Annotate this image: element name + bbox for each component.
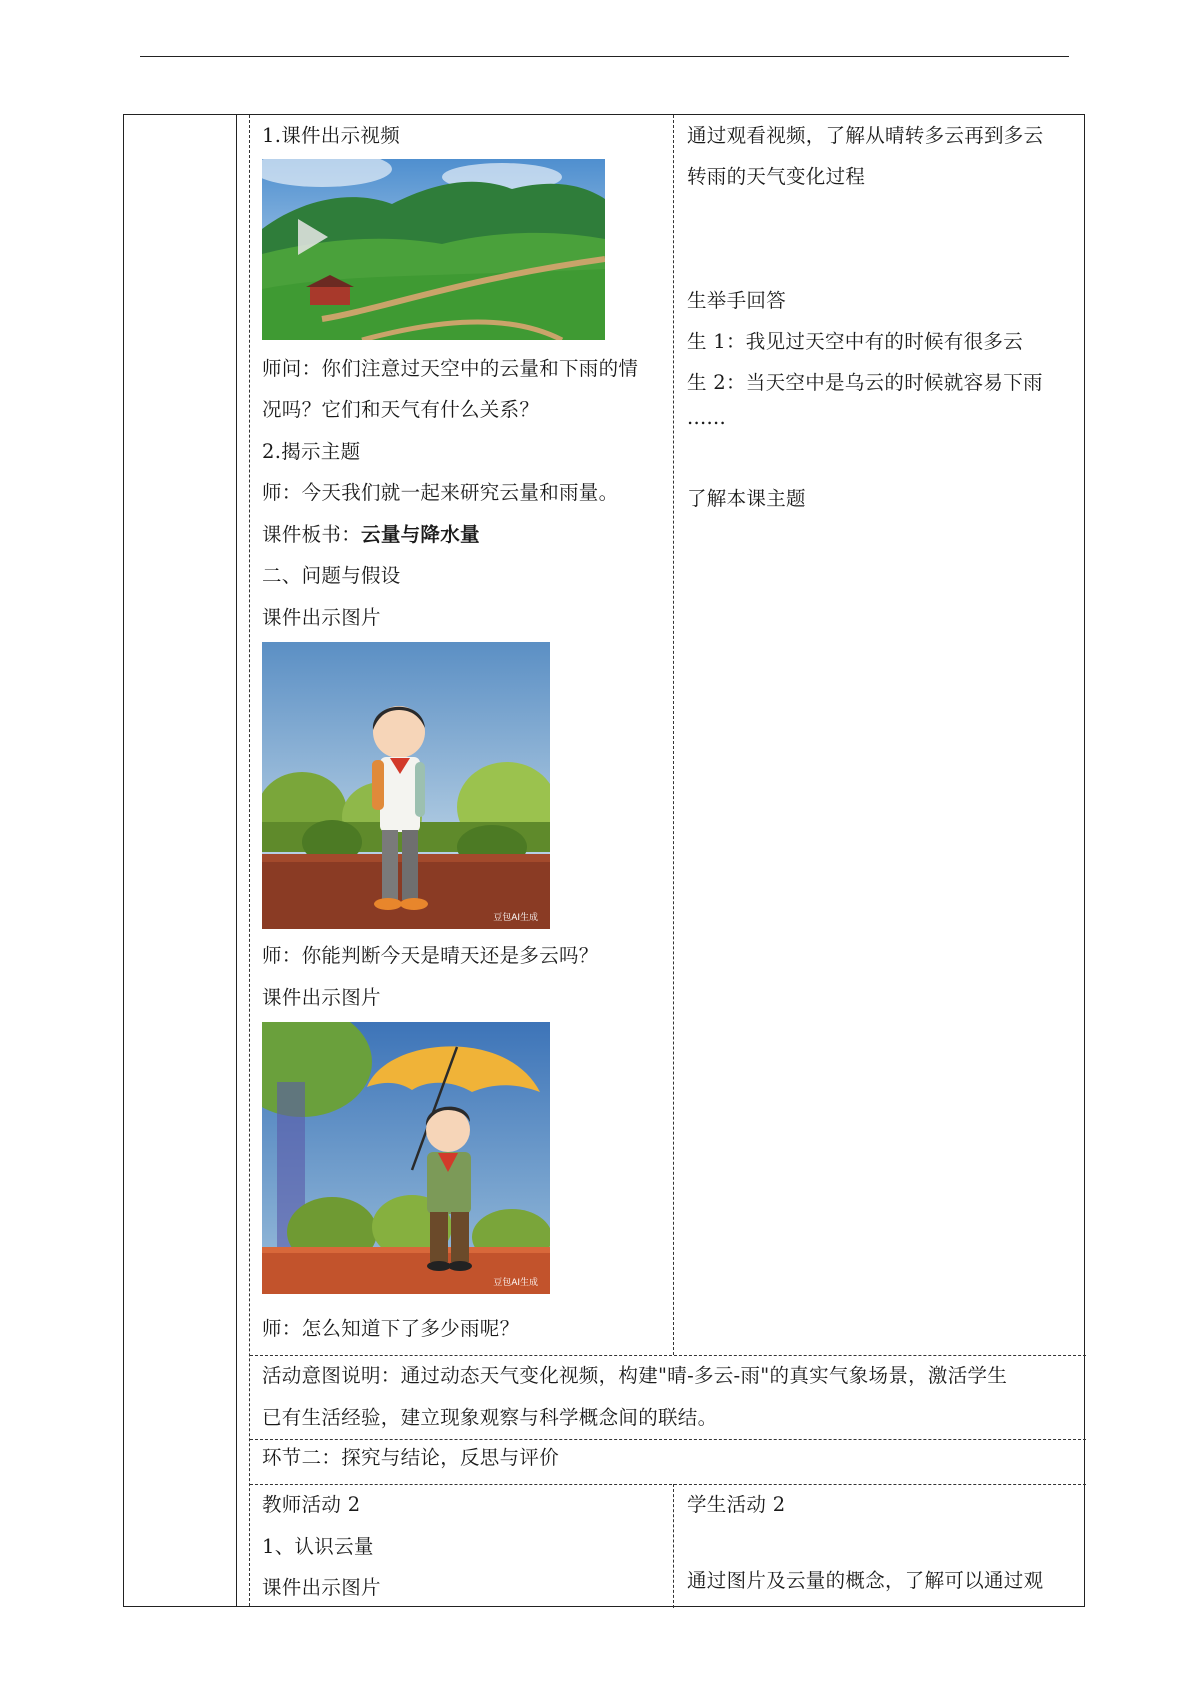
teacher-line: 师：怎么知道下了多少雨呢？ [262, 1317, 520, 1340]
table-col-stage [124, 115, 237, 1606]
teacher-line: 师：你能判断今天是晴天还是多云吗？ [262, 944, 599, 967]
student-line: 通过观看视频，了解从晴转多云再到多云 [687, 124, 1044, 147]
teacher-activity-1 [262, 115, 667, 1350]
student2-title: 学生活动 2 [687, 1493, 786, 1516]
teacher2-line: 1、认识云量 [262, 1534, 374, 1558]
student-line: 生 1：我见过天空中有的时候有很多云 [687, 330, 1024, 353]
teacher-line: 况吗？它们和天气有什么关系？ [262, 398, 540, 421]
col-divider-2 [673, 1484, 674, 1608]
boy-thinking-image [262, 642, 550, 929]
intent-line: 已有生活经验，建立现象观察与科学概念间的联结。 [262, 1405, 718, 1429]
header-rule [140, 56, 1069, 57]
boy-thinking-illustration [262, 642, 550, 929]
lesson-table [123, 114, 1085, 1607]
student2-line: 通过图片及云量的概念，了解可以通过观 [687, 1569, 1044, 1592]
table-col-gap [237, 115, 250, 1606]
play-icon[interactable] [298, 219, 328, 255]
teacher2-line: 课件出示图片 [262, 1576, 381, 1599]
teacher-line [262, 514, 667, 556]
teacher-line: 师问：你们注意过天空中的云量和下雨的情 [262, 356, 639, 380]
activity-intent [262, 1355, 1082, 1438]
watermark-text: 豆包AI生成 [493, 913, 538, 923]
teacher-line: 课件出示图片 [262, 605, 381, 629]
boy-umbrella-image [262, 1022, 550, 1294]
intent-line: 活动意图说明：通过动态天气变化视频，构建"晴-多云-雨"的真实气象场景，激活学生 [262, 1364, 1008, 1387]
student-line: 转雨的天气变化过程 [687, 165, 866, 188]
section2-title [262, 1437, 1082, 1479]
board-label: 课件板书： [262, 522, 362, 546]
student-activity-2 [687, 1484, 1082, 1608]
student-line: 生 2：当天空中是乌云的时候就容易下雨 [687, 371, 1043, 394]
student-line: 了解本课主题 [687, 487, 806, 510]
teacher-line: 二、问题与假设 [262, 564, 401, 587]
board-title: 云量与降水量 [361, 522, 480, 546]
boy-umbrella-illustration [262, 1022, 550, 1294]
student-line: ...... [687, 406, 726, 429]
teacher-line: 课件出示图片 [262, 985, 381, 1009]
student-line: 生举手回答 [687, 289, 787, 312]
watermark-text: 豆包AI生成 [493, 1278, 538, 1288]
teacher-line: 1.课件出示视频 [262, 124, 401, 147]
teacher-line: 2.揭示主题 [262, 439, 361, 463]
teacher-line: 师：今天我们就一起来研究云量和雨量。 [262, 481, 619, 504]
teacher-activity-2 [262, 1484, 667, 1609]
teacher2-line: 教师活动 2 [262, 1493, 361, 1516]
student-activity-1 [687, 115, 1082, 1355]
section2-title-text: 环节二：探究与结论，反思与评价 [262, 1446, 560, 1469]
video-thumbnail[interactable] [262, 159, 605, 340]
col-divider-1 [673, 115, 674, 1355]
